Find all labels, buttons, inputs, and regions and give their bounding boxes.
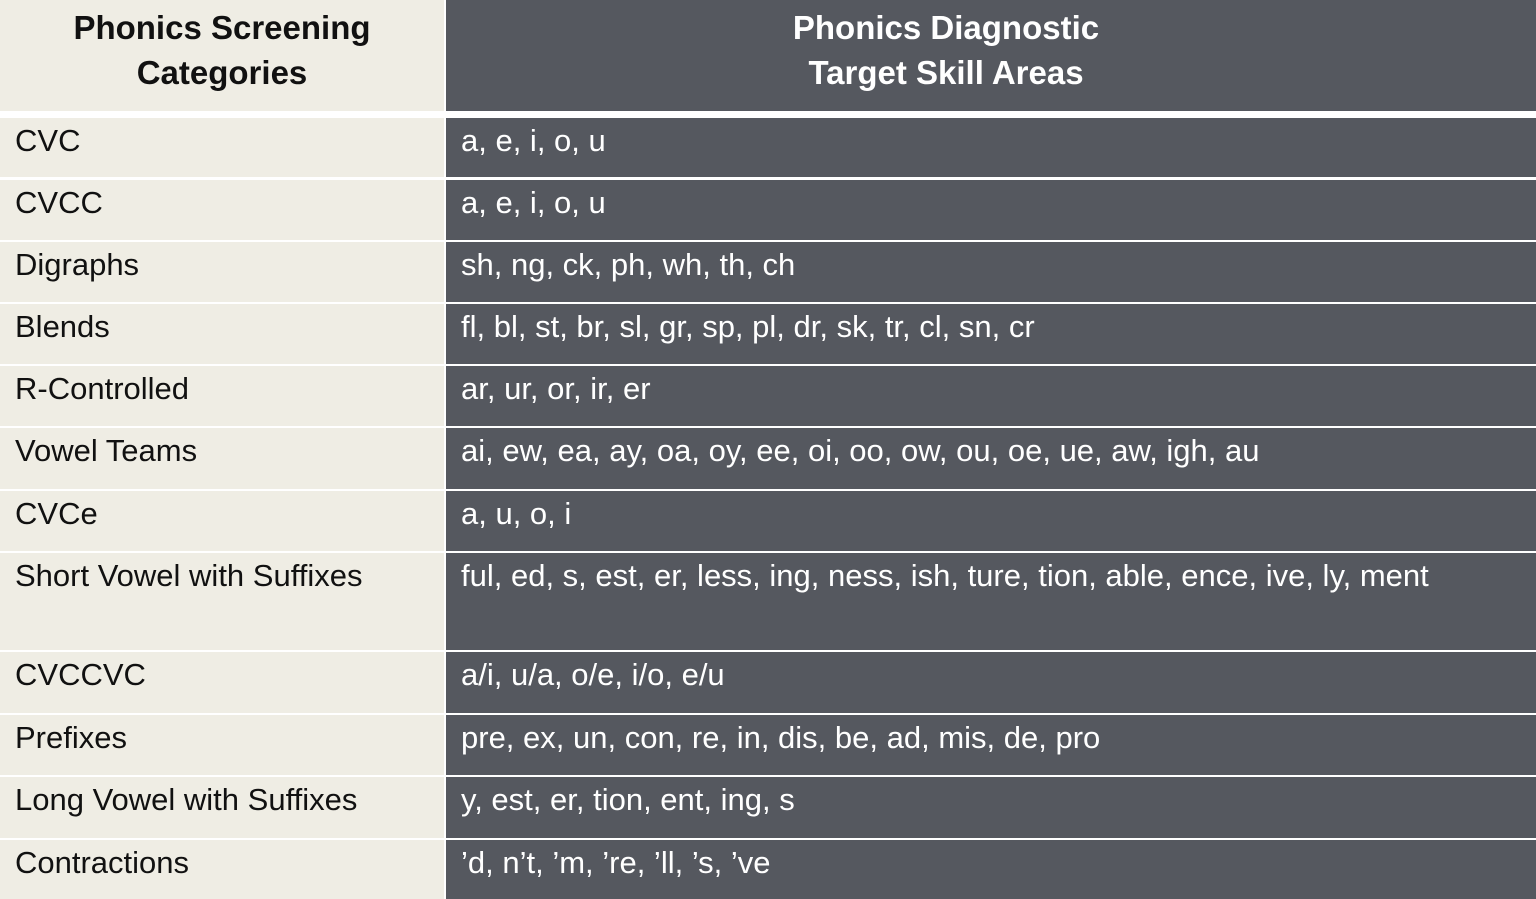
category-cell: CVCCVC <box>0 652 444 713</box>
category-cell: CVCC <box>0 180 444 240</box>
skills-cell: a, u, o, i <box>446 491 1536 551</box>
category-cell: Short Vowel with Suffixes <box>0 553 444 650</box>
skills-cell: pre, ex, un, con, re, in, dis, be, ad, mis, de, pro <box>446 715 1536 775</box>
skills-cell: ful, ed, s, est, er, less, ing, ness, ish, ture, tion, able, ence, ive, ly, ment <box>446 553 1536 650</box>
header-left-line1: Phonics Screening <box>73 9 371 46</box>
table-row <box>0 553 1536 650</box>
table-row <box>0 242 1536 302</box>
category-cell: CVC <box>0 118 444 177</box>
table-header-row <box>0 0 1536 111</box>
skills-cell: sh, ng, ck, ph, wh, th, ch <box>446 242 1536 302</box>
header-right-line2: Target Skill Areas <box>808 54 1084 91</box>
category-cell: Blends <box>0 304 444 364</box>
skills-cell: ar, ur, or, ir, er <box>446 366 1536 426</box>
category-cell: Contractions <box>0 840 444 899</box>
category-cell: Prefixes <box>0 715 444 775</box>
table-row <box>0 428 1536 489</box>
header-right-line1: Phonics Diagnostic <box>792 9 1100 46</box>
table-row <box>0 118 1536 177</box>
skills-cell: a/i, u/a, o/e, i/o, e/u <box>446 652 1536 713</box>
table-row <box>0 652 1536 713</box>
skills-cell: a, e, i, o, u <box>446 118 1536 177</box>
table-row <box>0 304 1536 364</box>
category-cell: Long Vowel with Suffixes <box>0 777 444 838</box>
table-row <box>0 180 1536 240</box>
header-diagnostic-target-skills <box>446 0 1536 111</box>
category-cell: CVCe <box>0 491 444 551</box>
table-row <box>0 840 1536 899</box>
header-left-line2: Categories <box>136 54 308 91</box>
table-row <box>0 366 1536 426</box>
skills-cell: fl, bl, st, br, sl, gr, sp, pl, dr, sk, tr, cl, sn, cr <box>446 304 1536 364</box>
skills-cell: ai, ew, ea, ay, oa, oy, ee, oi, oo, ow, ou, oe, ue, aw, igh, au <box>446 428 1536 489</box>
skills-cell: y, est, er, tion, ent, ing, s <box>446 777 1536 838</box>
table-row <box>0 715 1536 775</box>
category-cell: R-Controlled <box>0 366 444 426</box>
category-cell: Digraphs <box>0 242 444 302</box>
skills-cell: ’d, n’t, ’m, ’re, ’ll, ’s, ’ve <box>446 840 1536 899</box>
header-screening-categories <box>0 0 444 111</box>
table-row <box>0 491 1536 551</box>
table-row <box>0 777 1536 838</box>
skills-cell: a, e, i, o, u <box>446 180 1536 240</box>
category-cell: Vowel Teams <box>0 428 444 489</box>
